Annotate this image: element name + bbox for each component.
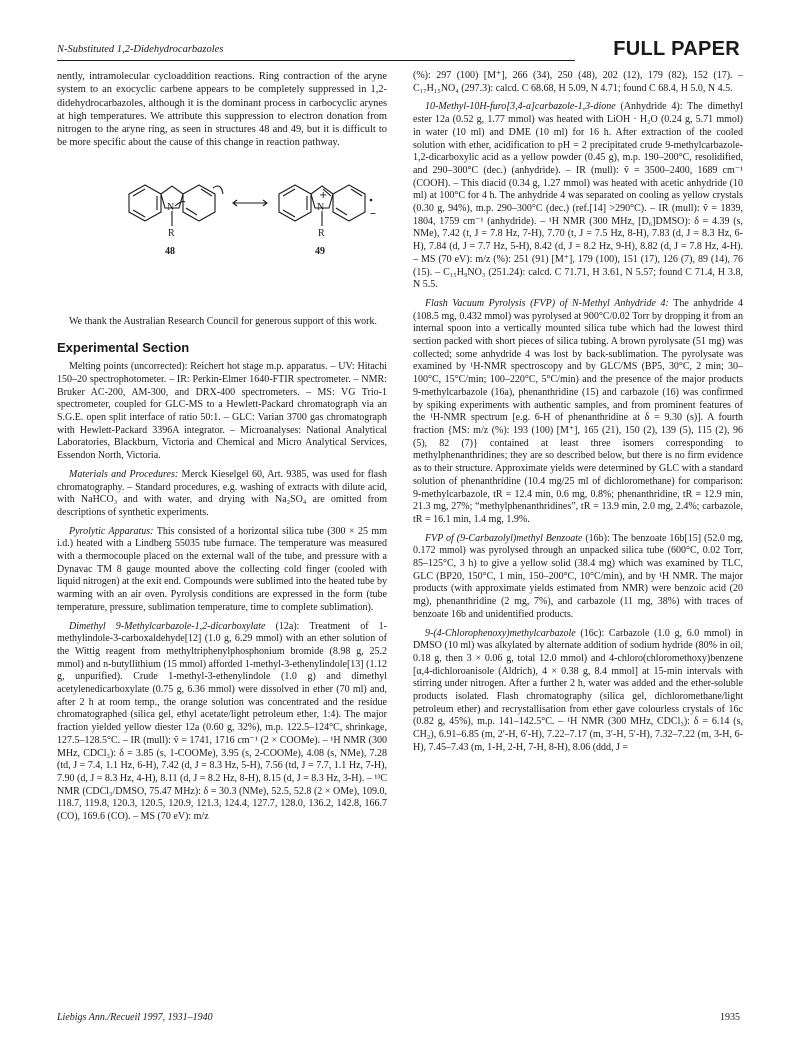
header-rule: [57, 60, 575, 61]
pyrolytic-title: Pyrolytic Apparatus:: [69, 525, 154, 537]
continuation-paragraph: (%): 297 (100) [M⁺], 266 (34), 250 (48), 202 (12), 179 (82), 152 (17). – C₁₇H₁₅NO₄ (297.3): calcd. C 68.68, H 5.09, N 4.71; found C 68.4, H 5.0, N 4.5.: [413, 70, 743, 94]
fvp2-paragraph: [413, 533, 743, 622]
left-column: [57, 70, 387, 830]
svg-text:–: –: [370, 205, 376, 220]
fvp-paragraph: [413, 298, 743, 527]
dimethyl-paragraph: [57, 621, 387, 824]
experimental-general: Melting points (uncorrected): Reichert hot stage m.p. apparatus. – UV: Hitachi 150–20 spectrophotometer. – IR: Perkin-Elmer 1640-FTIR spectrometer. – NMR: Bruker AC-200, AM-300, and DRX-400 spectrometers. – MS: VG Trio-1 spectrometer, coupled for GLC-MS to a Hewlett-Packard chromatograph via an S.G.E. open split interface of ratio 50:1. – GLC: Varian 3700 gas chromatograph with Hewlett-Packard 3396A integrator. – Microanalyses: National Analytical Laboratories, Blackburn, Victoria and Chemical and Micro Analytical Services, Essendon North, Victoria.: [57, 361, 387, 462]
structure-label-49: 49: [315, 245, 325, 257]
chloro-body: (16c): Carbazole (1.0 g, 6.0 mmol) in DMSO (10 ml) was alkylated by alternate addition of sodium hydride (80% in oil, 0.18 g, then 3 × 0.06 g, total 12.0 mmol) and 4-chloro(chloromethoxy)benzene [α,4-dichloroanisole (Aldrich), 4 × 0.38 g, 8.4 mmol] at 15-min intervals with stirring under nitrogen. After a further 2 h, water was added and the ether-soluble products isolated. Flash chromatography (silica gel, dichloromethane/light petroleum ether) and recrystallisation from ether gave colourless crystals of 16c (0.82 g, 45%), m.p. 141–142.5°C. – ¹H NMR (300 MHz, CDCl₃): δ = 6.14 (s, CH₂), 6.91–6.85 (m, 2′-H, 6′-H), 7.22–7.17 (m, 3′-H, 5′-H), 7.32–7.22 (m, 3-H, 6-H), 7.45–7.43 (m, 1-H, 2-H, 7-H, 8-H), 8.06 (ddd, J =: [413, 627, 743, 753]
fvp2-body: (16b): The benzoate 16b[15] (52.0 mg, 0.172 mmol) was pyrolysed through an unpacked silica tube (600°C, 0.02 Torr, 85–125°C, 3 h) to give a yellow solid (38.4 mg) which was examined by TLC, GLC (BP20, 150°C, 1 min, 150–200°C, 10°C/min), and by ¹H NMR. The major products (with approximate yields estimated from NMR) were benzoic acid (20 mg), phenanthridine (2 mg, 7%), and carbazole (11 mg, 38%) with traces of benzoate 16b and unidentified products.: [413, 532, 744, 620]
substituent-r-48: R: [168, 227, 175, 239]
fvp-title: Flash Vacuum Pyrolysis (FVP) of N-Methyl Anhydride 4:: [425, 297, 669, 309]
svg-text:+: +: [319, 189, 328, 201]
chloro-paragraph: [413, 628, 743, 755]
fvp2-title: FVP of (9-Carbazolyl)methyl Benzoate: [425, 532, 583, 544]
pyrolytic-paragraph: [57, 526, 387, 615]
fvp-body: The anhydride 4 (108.5 mg, 0.432 mmol) was pyrolysed at 900°C/0.02 Torr by dropping it from an internal spoon into a vertically mounted silica tube which had the lowest third section packed with short pieces of silica tubing. A brown pyrolysate (51 mg) was collected; some anhydride 4 was lost by back-sublimation. The pyrolysate was examined by ¹H-NMR spectroscopy and by GLC/MS (BP5, 30°C, 2 min; 30–100°C, 15°C/min; 100–220°C, 5°C/min) and the presence of the major products 9-methylcarbazole (16a), phenanthridine (15) and carbazole (16) was confirmed by spiking experiments with authentic samples, and from prominent features of the ¹H-NMR spectrum [e.g. 6-H of phenanthridine at δ = 9.30 (s)]. A fourth fraction {MS: m/z (%): 193 (100) [M⁺], 165 (21), 150 (2), 139 (5), 115 (2), 96 (5), 82 (7)} contained at least three isomers corresponding to methylphenanthridines; they are so described below, but there is no firm evidence as to their structure. Approximate yields were determined by GLC with a standard solution of phenanthridine (10.4 mg/25 ml of dichloromethane) for comparison: 9-methylcarbazole, tR = 12.4 min, 0.6 mg, 0.8%; phenanthridine, tR = 12.9 min, 21.3 mg, 27%; “methylphenanthridines”, tR = 13.9 min, 2.0 mg, 2.4%; carbazole, tR = 16.1 min, 1.4 mg, 1.9%.: [413, 297, 743, 525]
experimental-heading: Experimental Section: [57, 340, 190, 356]
chloro-title: 9-(4-Chlorophenoxy)methylcarbazole: [425, 627, 576, 639]
running-title: N-Substituted 1,2-Didehydrocarbazoles: [57, 44, 224, 55]
furo-body: (Anhydride 4): The dimethyl ester 12a (0.52 g, 1.77 mmol) was heated with LiOH · H₂O (0.24 g, 5.71 mmol) in water (10 ml) and DME (10 ml) for 16 h. After extraction of the cooled solution with ether, acidification to pH = 2 precipitated crude 9-methylcarbazole-1,2-dicarboxylic acid as a yellow powder (0.45 g), m.p. 190–200°C, resolidified, and 290–300°C (dec.) (anhydride). – IR (mull): ṽ = 3500–2400, 1689 cm⁻¹ (COOH). – This diacid (0.34 g, 1.27 mmol) was heated with acetic anhydride (10 ml) at 100°C for 4 h. The anhydride 4 was separated on cooling as yellow crystals (0.30 g, 94%), m.p. 290–300°C (dec.) (ref.[14] >290°C). – IR (mull): ṽ = 1839, 1804, 1759 cm⁻¹ (anhydride). – ¹H NMR (300 MHz, [D₆]DMSO): δ = 4.39 (s, NMe), 7.42 (t, J = 7.8 Hz, 7-H), 7.70 (t, J = 7.5 Hz, 8-H), 7.83 (d, J = 8.3 Hz, 6-H), 7.84 (d, J = 7.7 Hz, 5-H), 8.42 (d, J = 8.2 Hz, 9-H), 8.82 (d, J = 7.8 Hz, 4-H). – MS (70 eV): m/z (%): 251 (91) [M⁺], 179 (100), 151 (17), 126 (7), 89 (14), 76 (15). – C₁₅H₉NO₃ (251.24): calcd. C 71.71, H 3.61, N 5.57; found C 71.4, H 3.8, N 5.5.: [413, 101, 743, 291]
furo-paragraph: [413, 101, 743, 292]
materials-paragraph: [57, 469, 387, 520]
nitrogen-label-48: N: [167, 201, 175, 213]
page-number: 1935: [720, 1012, 740, 1023]
pyrolytic-body: This consisted of a horizontal silica tube (300 × 25 mm i.d.) heated with a Lindberg 55035 tube furnace. The temperature was measured with a thermocouple placed on the external wall of the tube, and pressure with a Dynavac TM 8 gauge mounted above the collecting cold finger (cooled with liquid nitrogen) at the exit end. Compounds were sublimed into the heated tube by warming with an air oven. Pyrolysis conditions are expressed in the form (tube temperature, pressure, sublimation temperature, time to complete sublimation).: [57, 525, 387, 613]
substituent-r-49: R: [318, 227, 325, 239]
carbazole-structures-drawing: [57, 156, 387, 306]
materials-body: Merck Kieselgel 60, Art. 9385, was used for flash chromatography. – Standard procedures, e.g. washing of extracts with dilute acid, with NaHCO₃ and with water, and drying with Na₂SO₄ are omitted from descriptions of synthetic experiments.: [57, 468, 388, 518]
dimethyl-body: (12a): Treatment of 1-methylindole-3-carboxaldehyde[12] (1.0 g, 6.29 mmol) with an ether solution of the Wittig reagent from methyltriphenylphosphonium bromide (8.98 g, 25.2 mmol) and n-butyllithium (15 mmol) afforded 1-methyl-3-ethenylindole[13] (1.12 g, unpurified). Crude 1-methyl-3-ethenylindole (1.0 g) and dimethyl acetylenedicarboxylate (0.75 g, 6.36 mmol) were dissolved in ether (70 ml) and, after 2 h at room temp., the orange solution was concentrated and the residue chromatographed (silica gel, ethyl acetate/light petroleum ether, 1:4). The major fraction yielded yellow diester 12a (0.60 g, 32%), m.p. 122.5–124°C, shrinkage, 127.5–128.5°C. – IR (mull): ṽ = 1741, 1716 cm⁻¹ (2 × COOMe). – ¹H NMR (300 MHz, CDCl₃): δ = 3.85 (s, 1-COOMe), 3.95 (s, 2-COOMe), 4.08 (s, NMe), 7.28 (td, J = 7.4, 1.1 Hz, 6-H), 7.42 (d, J = 8.3 Hz, 5-H), 7.56 (td, J = 7.7, 1.1 Hz, 7-H), 7.90 (d, J = 8.3 Hz, 4-H), 8.11 (d, J = 8.2 Hz, 8-H), 8.15 (d, J = 8.3 Hz, 3-H). – ¹³C NMR (CDCl₃/DMSO, 75.47 MHz): δ = 30.3 (NMe), 52.5, 52.8 (2 × OMe), 109.0, 118.7, 119.8, 120.3, 120.5, 120.9, 121.3, 124.4, 127.7, 128.0, 136.2, 142.8, 166.7 (CO), 169.6 (CO). – MS (70 eV): m/z: [57, 620, 388, 823]
structure-label-48: 48: [165, 245, 175, 257]
furo-title: 10-Methyl-10H-furo[3,4-a]carbazole-1,3-dione: [425, 101, 616, 113]
section-label: FULL PAPER: [613, 38, 740, 60]
acknowledgement: We thank the Australian Research Council for generous support of this work.: [69, 315, 378, 327]
dimethyl-title: Dimethyl 9-Methylcarbazole-1,2-dicarboxylate: [69, 620, 266, 632]
page-header: [57, 40, 740, 66]
structures-figure: [57, 156, 387, 308]
nitrogen-label-49: N: [317, 201, 325, 213]
materials-title: Materials and Procedures:: [69, 468, 179, 480]
intro-paragraph: nently, intramolecular cycloaddition reactions. Ring contraction of the aryne system to an exocyclic carbene appears to be completely suppressed in 1,2-didehydrocarbazoles, although it is the dominant process in carbocyclic arynes at high temperatures. We attribute this suppression to electron donation from nitrogen to the aryne ring, as seen in structures 48 and 49, but it is difficult to be more specific about the cause of this change in reaction pathway.: [57, 71, 387, 149]
right-column: [413, 70, 743, 761]
journal-citation: Liebigs Ann./Recueil 1997, 1931–1940: [57, 1012, 213, 1023]
